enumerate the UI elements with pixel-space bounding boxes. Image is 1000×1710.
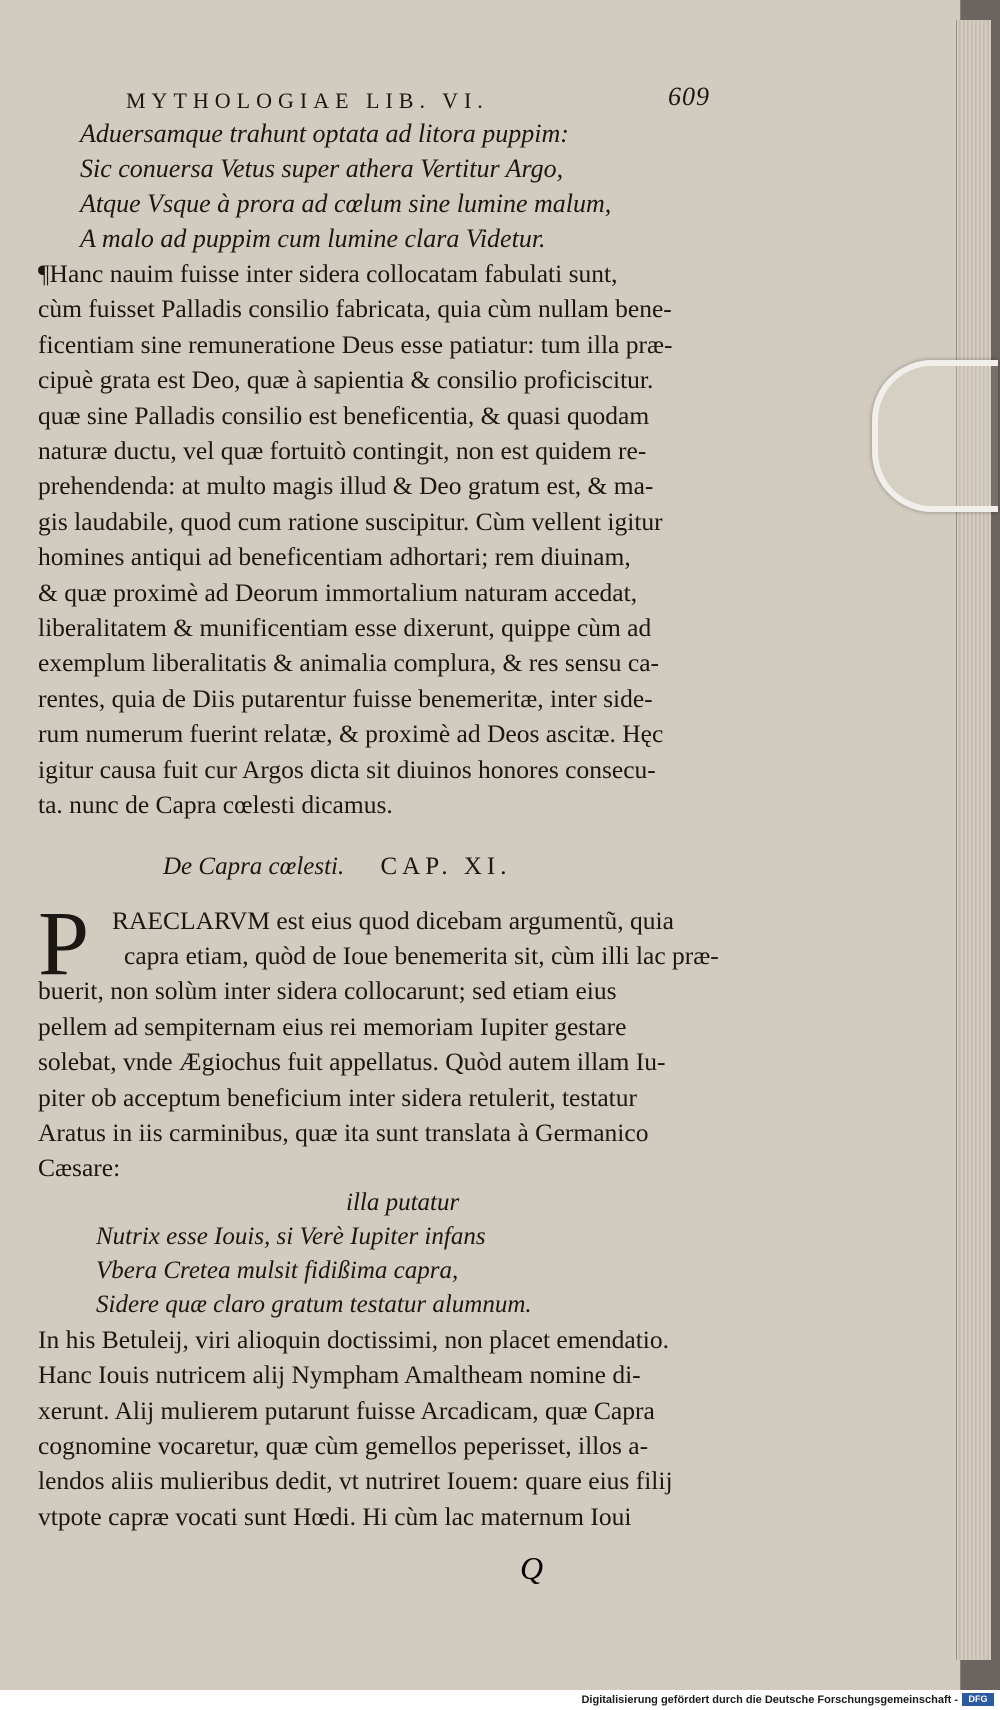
text-line: exemplum liberalitatis & animalia complura, & res sensu ca-	[38, 648, 660, 678]
text-line: piter ob acceptum beneficium inter sidera retulerit, testatur	[38, 1082, 638, 1112]
verse-line: Nutrix esse Iouis, si Verè Iupiter infans	[96, 1222, 486, 1250]
text-line: solebat, vnde Ægiochus fuit appellatus. Quòd autem illam Iu-	[38, 1047, 666, 1077]
text-line: liberalitatem & munificentiam esse dixerunt, quippe cùm ad	[38, 613, 652, 643]
verse-line: Atque Vsque à prora ad cœlum sine lumine malum,	[80, 189, 612, 218]
funding-credit: Digitalisierung gefördert durch die Deutsche Forschungsgemeinschaft -	[581, 1694, 958, 1706]
text-line: In his Betuleij, viri alioquin doctissimi, non placet emendatio.	[38, 1324, 670, 1354]
verse-line: illa putatur	[346, 1188, 460, 1216]
paragraph-3	[38, 1322, 718, 1534]
page-number: 609	[668, 82, 710, 111]
verse-line: A malo ad puppim cum lumine clara Videtur.	[80, 224, 546, 253]
text-line: gis laudabile, quod cum ratione suscipitur. Cùm vellent igitur	[38, 506, 663, 536]
text-line: ¶Hanc nauim fuisse inter sidera collocatam fabulati sunt,	[38, 259, 618, 288]
text-line: cùm fuisset Palladis consilio fabricata, quia cùm nullam bene-	[38, 294, 672, 324]
text-line: & quæ proximè ad Deorum immortalium naturam accedat,	[38, 577, 638, 607]
text-line: igitur causa fuit cur Argos dicta sit diuinos honores consecu-	[38, 754, 656, 784]
text-line: quæ sine Palladis consilio est beneficentia, & quasi quodam	[38, 400, 650, 430]
text-line: homines antiqui ad beneficentiam adhortari; rem diuinam,	[38, 542, 631, 572]
text-line: naturæ ductu, vel quæ fortuitò contingit, non est quidem re-	[38, 436, 647, 466]
text-line: RAECLARVM est eius quod dicebam argumentũ, quia	[112, 905, 674, 935]
verse-block-top	[80, 116, 718, 256]
text-line: Hanc Iouis nutricem alij Nympham Amaltheam nomine di-	[38, 1360, 641, 1390]
text-line: ta. nunc de Capra cœlesti dicamus.	[38, 790, 393, 820]
dfg-logo: DFG	[962, 1693, 994, 1706]
text-line: xerunt. Alij mulierem putarunt fuisse Arcadicam, quæ Capra	[38, 1395, 655, 1425]
verse-block-bottom	[96, 1186, 718, 1322]
verse-line: Sidere quæ claro gratum testatur alumnum.	[96, 1290, 532, 1318]
text-line: rum numerum fuerint relatæ, & proximè ad Deos ascitæ. Hęc	[38, 719, 664, 749]
page-text	[38, 80, 718, 1534]
chapter-caption: De Capra cœlesti.	[163, 852, 345, 880]
text-line: cognomine vocaretur, quæ cùm gemellos peperisset, illos a-	[38, 1430, 649, 1460]
digitization-footer	[0, 1690, 1000, 1710]
chapter-number: CAP. XI.	[380, 852, 512, 880]
text-line: lendos aliis mulieribus dedit, vt nutriret Iouem: quare eius filij	[38, 1466, 673, 1496]
running-head-title: MYTHOLOGIAE LIB. VI.	[126, 88, 489, 113]
chapter-heading	[163, 853, 718, 881]
text-line: Cæsare:	[38, 1153, 121, 1183]
drop-cap: P	[38, 891, 90, 994]
verse-line: Vbera Cretea mulsit fidißima capra,	[96, 1256, 459, 1284]
text-line: vtpote capræ vocati sunt Hœdi. Hi cùm lac maternum Ioui	[38, 1501, 632, 1531]
text-line: Aratus in iis carminibus, quæ ita sunt translata à Germanico	[38, 1117, 649, 1147]
page-clip	[872, 360, 998, 512]
text-line: buerit, non solùm inter sidera collocarunt; sed etiam eius	[38, 976, 617, 1006]
text-line: prehendenda: at multo magis illud & Deo gratum est, & ma-	[38, 471, 654, 501]
verse-line: Sic conuersa Vetus super athera Vertitur Argo,	[80, 154, 564, 183]
text-line: ficentiam sine remuneratione Deus esse patiatur: tum illa præ-	[38, 329, 673, 359]
catchword: Q	[520, 1550, 544, 1586]
text-line: cipuè grata est Deo, quæ à sapientia & consilio proficiscitur.	[38, 365, 654, 395]
paragraph-1	[38, 256, 718, 823]
verse-line: Aduersamque trahunt optata ad litora puppim:	[80, 119, 569, 148]
text-line: capra etiam, quòd de Ioue benemerita sit, cùm illi lac præ-	[124, 940, 719, 970]
page-edges	[956, 20, 991, 1660]
text-line: rentes, quia de Diis putarentur fuisse benemeritæ, inter side-	[38, 683, 653, 713]
text-line: pellem ad sempiternam eius rei memoriam Iupiter gestare	[38, 1011, 627, 1041]
running-head	[38, 80, 718, 116]
paragraph-2	[38, 891, 719, 1186]
